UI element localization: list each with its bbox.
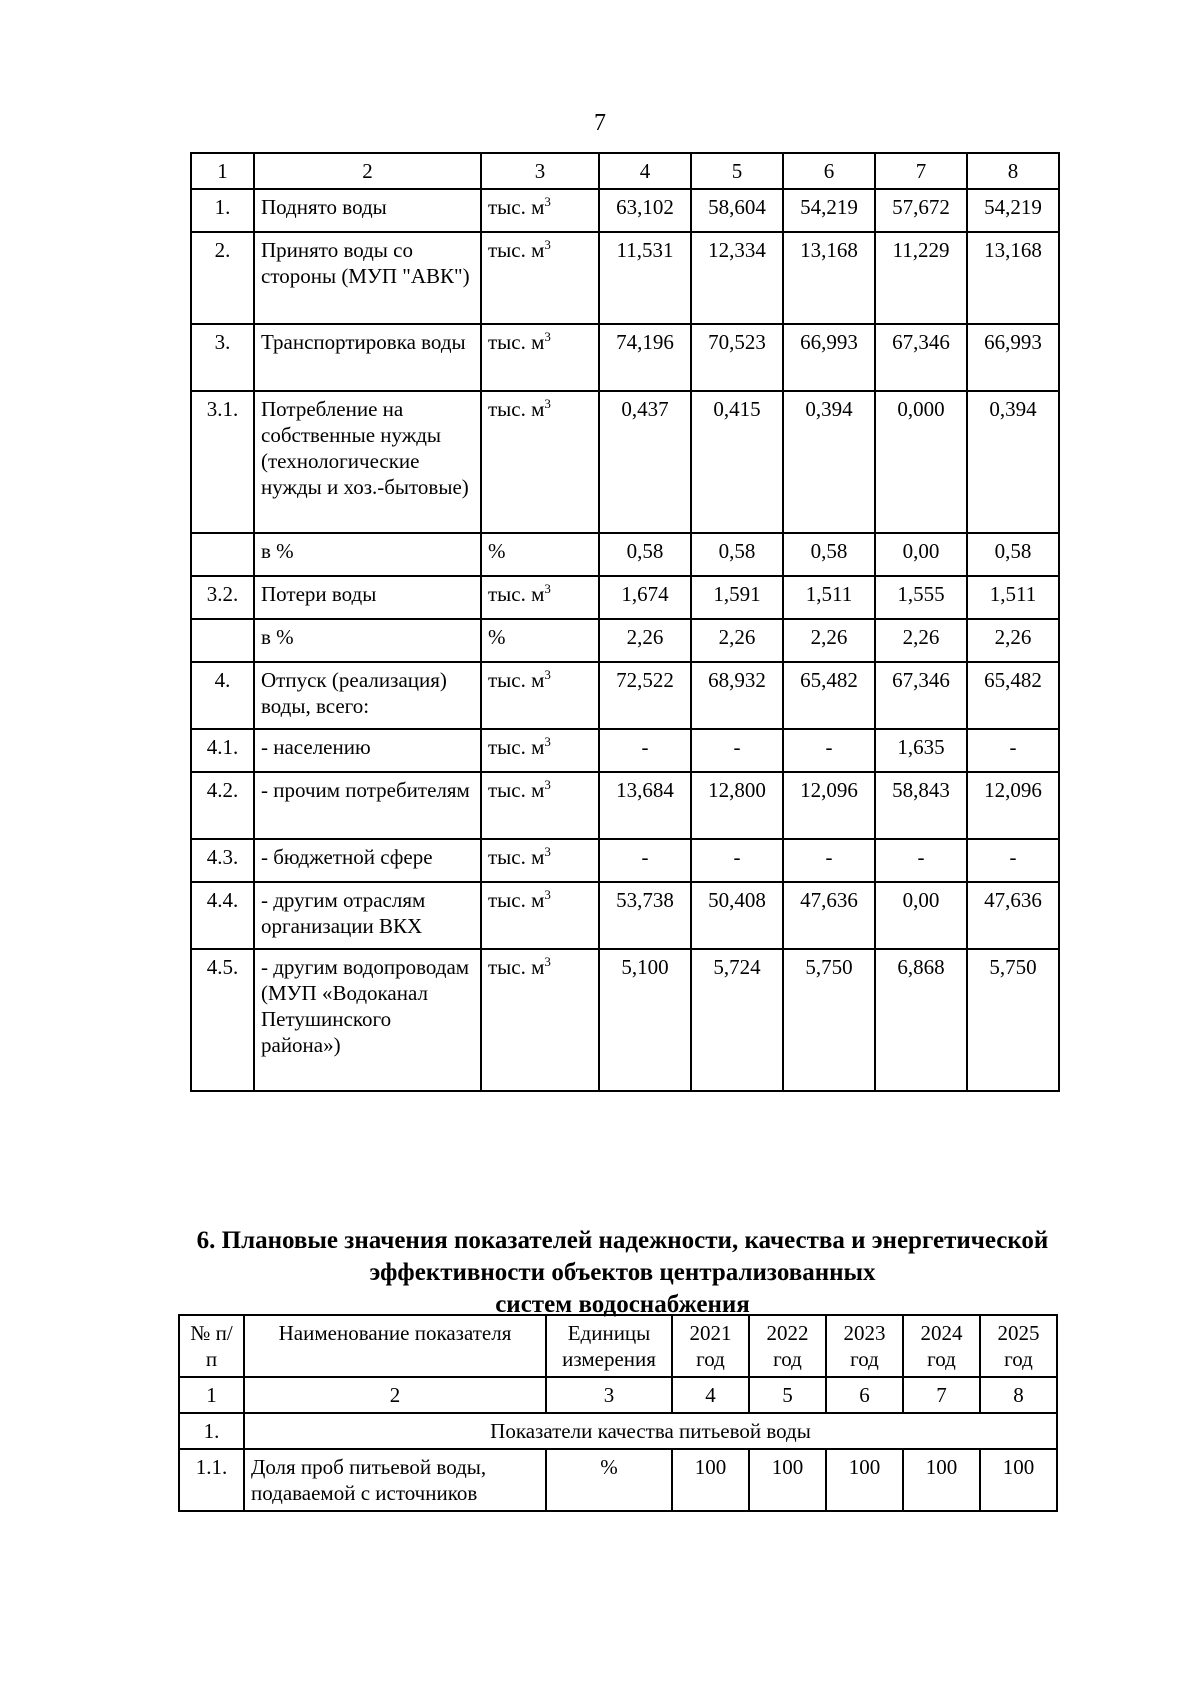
row-value: - (967, 729, 1059, 772)
row-name: Поднято воды (254, 189, 481, 232)
row-value: 100 (980, 1449, 1057, 1511)
row-number (191, 533, 254, 576)
row-value: - (783, 839, 875, 882)
row-name: Транспортировка воды (254, 324, 481, 391)
table-row (191, 839, 1059, 882)
column-number: 6 (783, 153, 875, 189)
row-value: 58,604 (691, 189, 783, 232)
table-row (191, 949, 1059, 1091)
row-unit (481, 189, 599, 232)
table-row (191, 729, 1059, 772)
row-value: - (967, 839, 1059, 882)
group-num: 1. (179, 1413, 244, 1449)
row-name: - бюджетной сфере (254, 839, 481, 882)
unit-superscript: 3 (544, 844, 551, 859)
group-label: Показатели качества питьевой воды (244, 1413, 1057, 1449)
header-year: 2021 год (672, 1315, 749, 1377)
column-number: 3 (546, 1377, 672, 1413)
row-unit (481, 839, 599, 882)
column-number: 8 (980, 1377, 1057, 1413)
row-unit (481, 662, 599, 729)
table-header-row (191, 153, 1059, 189)
table-row (191, 189, 1059, 232)
column-number: 1 (191, 153, 254, 189)
row-value: 13,168 (783, 232, 875, 324)
table-row (191, 324, 1059, 391)
unit-superscript: 3 (544, 954, 551, 969)
table-row (191, 533, 1059, 576)
row-value: 57,672 (875, 189, 967, 232)
row-name: Отпуск (реализация) воды, всего: (254, 662, 481, 729)
column-number: 5 (749, 1377, 826, 1413)
row-number: 3.1. (191, 391, 254, 533)
row-number: 3.2. (191, 576, 254, 619)
row-value: 65,482 (783, 662, 875, 729)
row-number: 3. (191, 324, 254, 391)
group-row (179, 1413, 1057, 1449)
row-value: 100 (826, 1449, 903, 1511)
row-value: 2,26 (691, 619, 783, 662)
unit-text: тыс. м (488, 668, 545, 692)
row-value: 0,58 (691, 533, 783, 576)
section-title-line: эффективности объектов централизованных (369, 1259, 876, 1286)
row-value: 0,58 (967, 533, 1059, 576)
row-value: 5,724 (691, 949, 783, 1091)
row-value: 1,635 (875, 729, 967, 772)
unit-superscript: 3 (544, 581, 551, 596)
table-row (179, 1449, 1057, 1511)
row-value: - (783, 729, 875, 772)
table-row (191, 232, 1059, 324)
row-value: 47,636 (783, 882, 875, 949)
row-value: 5,750 (967, 949, 1059, 1091)
row-value: 47,636 (967, 882, 1059, 949)
row-value: 0,394 (967, 391, 1059, 533)
unit-superscript: 3 (544, 667, 551, 682)
row-value: 70,523 (691, 324, 783, 391)
column-number: 4 (599, 153, 691, 189)
row-value: 2,26 (599, 619, 691, 662)
row-value: 66,993 (967, 324, 1059, 391)
unit-text: тыс. м (488, 888, 545, 912)
row-unit (481, 576, 599, 619)
unit-text: % (488, 625, 506, 649)
row-value: 0,58 (783, 533, 875, 576)
row-value: 1,511 (783, 576, 875, 619)
row-unit (481, 324, 599, 391)
row-value: 11,229 (875, 232, 967, 324)
row-value: 100 (903, 1449, 980, 1511)
unit-superscript: 3 (544, 734, 551, 749)
water-balance-table (190, 152, 1060, 1092)
row-value: 0,000 (875, 391, 967, 533)
column-number: 8 (967, 153, 1059, 189)
row-unit (481, 949, 599, 1091)
row-value: 66,993 (783, 324, 875, 391)
column-number: 3 (481, 153, 599, 189)
row-value: 2,26 (783, 619, 875, 662)
row-value: 1,674 (599, 576, 691, 619)
table-row (191, 772, 1059, 839)
row-value: 11,531 (599, 232, 691, 324)
row-name: - другим водопроводам (МУП «Водоканал Петушинского района») (254, 949, 481, 1091)
column-number: 7 (903, 1377, 980, 1413)
header-year: 2024 год (903, 1315, 980, 1377)
unit-superscript: 3 (544, 194, 551, 209)
row-value: 1,511 (967, 576, 1059, 619)
row-value: 67,346 (875, 662, 967, 729)
column-number: 7 (875, 153, 967, 189)
row-name: - прочим потребителям (254, 772, 481, 839)
row-value: 1,555 (875, 576, 967, 619)
row-unit (481, 882, 599, 949)
column-number: 6 (826, 1377, 903, 1413)
row-value: 54,219 (783, 189, 875, 232)
numbering-row (179, 1377, 1057, 1413)
unit-text: тыс. м (488, 735, 545, 759)
header-name: Наименование показателя (244, 1315, 546, 1377)
row-value: 53,738 (599, 882, 691, 949)
row-value: 13,168 (967, 232, 1059, 324)
row-unit (481, 729, 599, 772)
table-header-row (179, 1315, 1057, 1377)
row-value: 2,26 (967, 619, 1059, 662)
row-number: 4.1. (191, 729, 254, 772)
row-value: 50,408 (691, 882, 783, 949)
row-name: Принято воды со стороны (МУП "АВК") (254, 232, 481, 324)
row-number: 4.2. (191, 772, 254, 839)
header-year: 2023 год (826, 1315, 903, 1377)
row-value: 2,26 (875, 619, 967, 662)
row-value: 0,394 (783, 391, 875, 533)
unit-text: тыс. м (488, 955, 545, 979)
row-value: 0,00 (875, 533, 967, 576)
header-year: 2022 год (749, 1315, 826, 1377)
unit-superscript: 3 (544, 237, 551, 252)
row-value: 65,482 (967, 662, 1059, 729)
row-value: 54,219 (967, 189, 1059, 232)
unit-text: тыс. м (488, 238, 545, 262)
row-value: - (875, 839, 967, 882)
row-number: 1. (191, 189, 254, 232)
table-row (191, 391, 1059, 533)
row-value: - (599, 729, 691, 772)
row-name: Доля проб питьевой воды, подаваемой с источников (244, 1449, 546, 1511)
section-title-line: 6. Плановые значения показателей надежности, качества и энергетической (196, 1227, 1049, 1254)
row-unit (481, 533, 599, 576)
row-name: - другим отраслям организации ВКХ (254, 882, 481, 949)
table-row (191, 576, 1059, 619)
row-value: 12,334 (691, 232, 783, 324)
row-unit (481, 232, 599, 324)
section-title (170, 1225, 1075, 1321)
column-number: 2 (244, 1377, 546, 1413)
unit-superscript: 3 (544, 396, 551, 411)
table-row (191, 882, 1059, 949)
row-value: 0,58 (599, 533, 691, 576)
unit-superscript: 3 (544, 329, 551, 344)
row-number: 4. (191, 662, 254, 729)
row-number: 4.3. (191, 839, 254, 882)
row-number (191, 619, 254, 662)
row-value: 58,843 (875, 772, 967, 839)
row-number: 4.4. (191, 882, 254, 949)
row-value: 6,868 (875, 949, 967, 1091)
row-value: 5,100 (599, 949, 691, 1091)
row-unit: % (546, 1449, 672, 1511)
row-value: 63,102 (599, 189, 691, 232)
unit-text: тыс. м (488, 397, 545, 421)
row-value: 0,415 (691, 391, 783, 533)
unit-superscript: 3 (544, 887, 551, 902)
header-year: 2025 год (980, 1315, 1057, 1377)
row-value: 12,800 (691, 772, 783, 839)
row-number: 2. (191, 232, 254, 324)
row-name: Потребление на собственные нужды (технологические нужды и хоз.-бытовые) (254, 391, 481, 533)
row-value: 12,096 (967, 772, 1059, 839)
page-number: 7 (594, 110, 606, 136)
column-number: 5 (691, 153, 783, 189)
row-value: 100 (749, 1449, 826, 1511)
row-value: 74,196 (599, 324, 691, 391)
row-num: 1.1. (179, 1449, 244, 1511)
row-value: - (691, 839, 783, 882)
unit-text: тыс. м (488, 195, 545, 219)
row-value: 0,437 (599, 391, 691, 533)
header-unit: Единицы измерения (546, 1315, 672, 1377)
row-value: 12,096 (783, 772, 875, 839)
row-name: в % (254, 533, 481, 576)
row-value: - (691, 729, 783, 772)
unit-superscript: 3 (544, 777, 551, 792)
row-name: Потери воды (254, 576, 481, 619)
row-unit (481, 391, 599, 533)
unit-text: % (488, 539, 506, 563)
unit-text: тыс. м (488, 845, 545, 869)
row-value: 5,750 (783, 949, 875, 1091)
row-value: 13,684 (599, 772, 691, 839)
header-num: № п/п (179, 1315, 244, 1377)
row-value: 68,932 (691, 662, 783, 729)
row-value: 0,00 (875, 882, 967, 949)
planned-indicators-table (178, 1314, 1058, 1512)
row-name: - населению (254, 729, 481, 772)
row-number: 4.5. (191, 949, 254, 1091)
table-row (191, 619, 1059, 662)
row-unit (481, 619, 599, 662)
column-number: 4 (672, 1377, 749, 1413)
section-title-line: систем водоснабжения (495, 1291, 750, 1318)
unit-text: тыс. м (488, 582, 545, 606)
column-number: 1 (179, 1377, 244, 1413)
row-value: 72,522 (599, 662, 691, 729)
row-unit (481, 772, 599, 839)
row-value: 1,591 (691, 576, 783, 619)
row-value: - (599, 839, 691, 882)
unit-text: тыс. м (488, 330, 545, 354)
column-number: 2 (254, 153, 481, 189)
table-row (191, 662, 1059, 729)
row-value: 100 (672, 1449, 749, 1511)
row-value: 67,346 (875, 324, 967, 391)
row-name: в % (254, 619, 481, 662)
unit-text: тыс. м (488, 778, 545, 802)
